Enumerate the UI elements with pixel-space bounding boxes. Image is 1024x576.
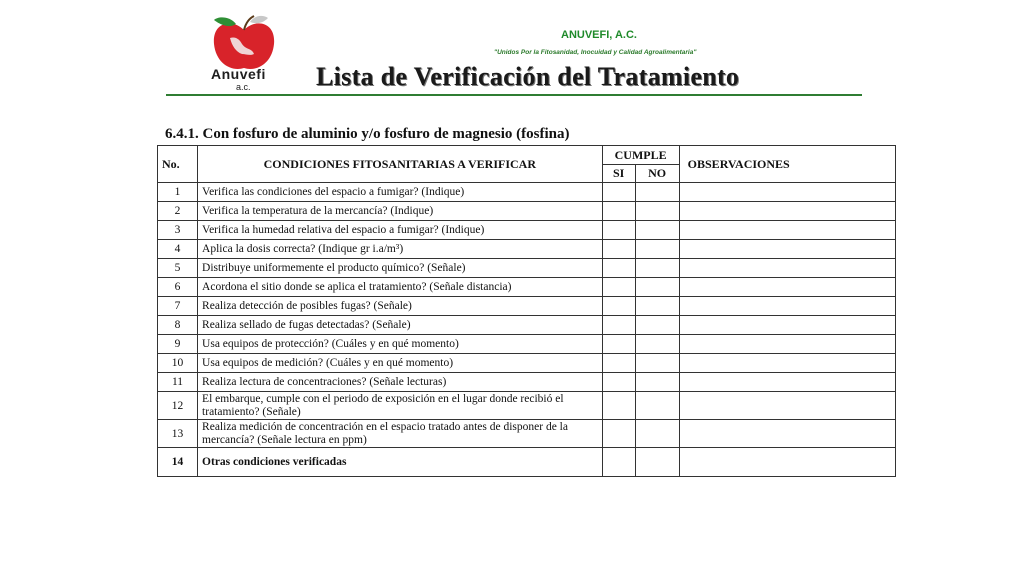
row-number: 1: [158, 183, 198, 202]
row-number: 7: [158, 297, 198, 316]
logo-wordmark: Anuvefi: [211, 66, 266, 82]
table-row: [158, 354, 896, 373]
si-cell[interactable]: [602, 373, 635, 392]
row-number: 4: [158, 240, 198, 259]
header-conditions: CONDICIONES FITOSANITARIAS A VERIFICAR: [198, 146, 603, 183]
organization-name: ANUVEFI, A.C.: [561, 29, 637, 41]
row-condition: Acordona el sitio donde se aplica el tratamiento? (Señale distancia): [198, 278, 603, 297]
row-condition: Verifica la temperatura de la mercancía? (Indique): [198, 202, 603, 221]
row-condition: Verifica la humedad relativa del espacio a fumigar? (Indique): [198, 221, 603, 240]
row-number: 14: [158, 448, 198, 477]
no-cell[interactable]: [635, 240, 679, 259]
no-cell[interactable]: [635, 278, 679, 297]
row-number: 11: [158, 373, 198, 392]
table-row: [158, 373, 896, 392]
row-condition: Usa equipos de protección? (Cuáles y en qué momento): [198, 335, 603, 354]
table-row: [158, 297, 896, 316]
row-condition: Otras condiciones verificadas: [198, 448, 603, 477]
row-condition: Aplica la dosis correcta? (Indique gr i.a/m³): [198, 240, 603, 259]
si-cell[interactable]: [602, 183, 635, 202]
no-cell[interactable]: [635, 297, 679, 316]
si-cell[interactable]: [602, 259, 635, 278]
table-row: [158, 202, 896, 221]
header-no: No.: [158, 146, 198, 183]
observation-cell[interactable]: [679, 202, 895, 221]
title-divider: [166, 94, 862, 96]
table-row: [158, 221, 896, 240]
table-row: [158, 420, 896, 448]
si-cell[interactable]: [602, 221, 635, 240]
tagline: "Unidos Por la Fitosanidad, Inocuidad y Calidad Agroalimentaria": [494, 49, 697, 56]
observation-cell[interactable]: [679, 259, 895, 278]
si-cell[interactable]: [602, 297, 635, 316]
no-cell[interactable]: [635, 183, 679, 202]
si-cell[interactable]: [602, 420, 635, 448]
si-cell[interactable]: [602, 335, 635, 354]
table-row: [158, 259, 896, 278]
table-row: [158, 240, 896, 259]
no-cell[interactable]: [635, 354, 679, 373]
observation-cell[interactable]: [679, 354, 895, 373]
row-condition: Usa equipos de medición? (Cuáles y en qué momento): [198, 354, 603, 373]
row-number: 13: [158, 420, 198, 448]
row-condition: Verifica las condiciones del espacio a fumigar? (Indique): [198, 183, 603, 202]
row-number: 2: [158, 202, 198, 221]
row-number: 6: [158, 278, 198, 297]
observation-cell[interactable]: [679, 316, 895, 335]
si-cell[interactable]: [602, 240, 635, 259]
observation-cell[interactable]: [679, 183, 895, 202]
si-cell[interactable]: [602, 354, 635, 373]
si-cell[interactable]: [602, 316, 635, 335]
row-number: 3: [158, 221, 198, 240]
header-observations: OBSERVACIONES: [679, 146, 895, 183]
no-cell[interactable]: [635, 448, 679, 477]
observation-cell[interactable]: [679, 297, 895, 316]
no-cell[interactable]: [635, 316, 679, 335]
row-number: 10: [158, 354, 198, 373]
no-cell[interactable]: [635, 373, 679, 392]
observation-cell[interactable]: [679, 392, 895, 420]
si-cell[interactable]: [602, 392, 635, 420]
no-cell[interactable]: [635, 202, 679, 221]
observation-cell[interactable]: [679, 221, 895, 240]
table-row: [158, 278, 896, 297]
header-cumple: CUMPLE: [602, 146, 679, 165]
row-number: 9: [158, 335, 198, 354]
header-si: SI: [602, 165, 635, 183]
row-number: 5: [158, 259, 198, 278]
table-row: [158, 448, 896, 477]
row-condition: El embarque, cumple con el periodo de exposición en el lugar donde recibió el tratamiento? (Señale): [198, 392, 603, 420]
header-no-col: NO: [635, 165, 679, 183]
row-condition: Realiza lectura de concentraciones? (Señale lecturas): [198, 373, 603, 392]
table-row: [158, 392, 896, 420]
no-cell[interactable]: [635, 335, 679, 354]
table-row: [158, 335, 896, 354]
row-condition: Realiza sellado de fugas detectadas? (Señale): [198, 316, 603, 335]
observation-cell[interactable]: [679, 448, 895, 477]
section-heading: 6.4.1. Con fosfuro de aluminio y/o fosfuro de magnesio (fosfina): [165, 126, 570, 142]
observation-cell[interactable]: [679, 420, 895, 448]
row-number: 12: [158, 392, 198, 420]
observation-cell[interactable]: [679, 373, 895, 392]
row-condition: Realiza medición de concentración en el espacio tratado antes de disponer de la mercancía? (Señale lectura en ppm): [198, 420, 603, 448]
si-cell[interactable]: [602, 278, 635, 297]
no-cell[interactable]: [635, 420, 679, 448]
observation-cell[interactable]: [679, 335, 895, 354]
table-row: [158, 316, 896, 335]
si-cell[interactable]: [602, 448, 635, 477]
row-number: 8: [158, 316, 198, 335]
no-cell[interactable]: [635, 259, 679, 278]
no-cell[interactable]: [635, 392, 679, 420]
si-cell[interactable]: [602, 202, 635, 221]
verification-table: [157, 145, 896, 477]
observation-cell[interactable]: [679, 278, 895, 297]
logo-subtext: a.c.: [236, 82, 251, 92]
no-cell[interactable]: [635, 221, 679, 240]
page-title: Lista de Verificación del Tratamiento: [316, 62, 740, 91]
observation-cell[interactable]: [679, 240, 895, 259]
row-condition: Realiza detección de posibles fugas? (Señale): [198, 297, 603, 316]
row-condition: Distribuye uniformemente el producto químico? (Señale): [198, 259, 603, 278]
table-row: [158, 183, 896, 202]
